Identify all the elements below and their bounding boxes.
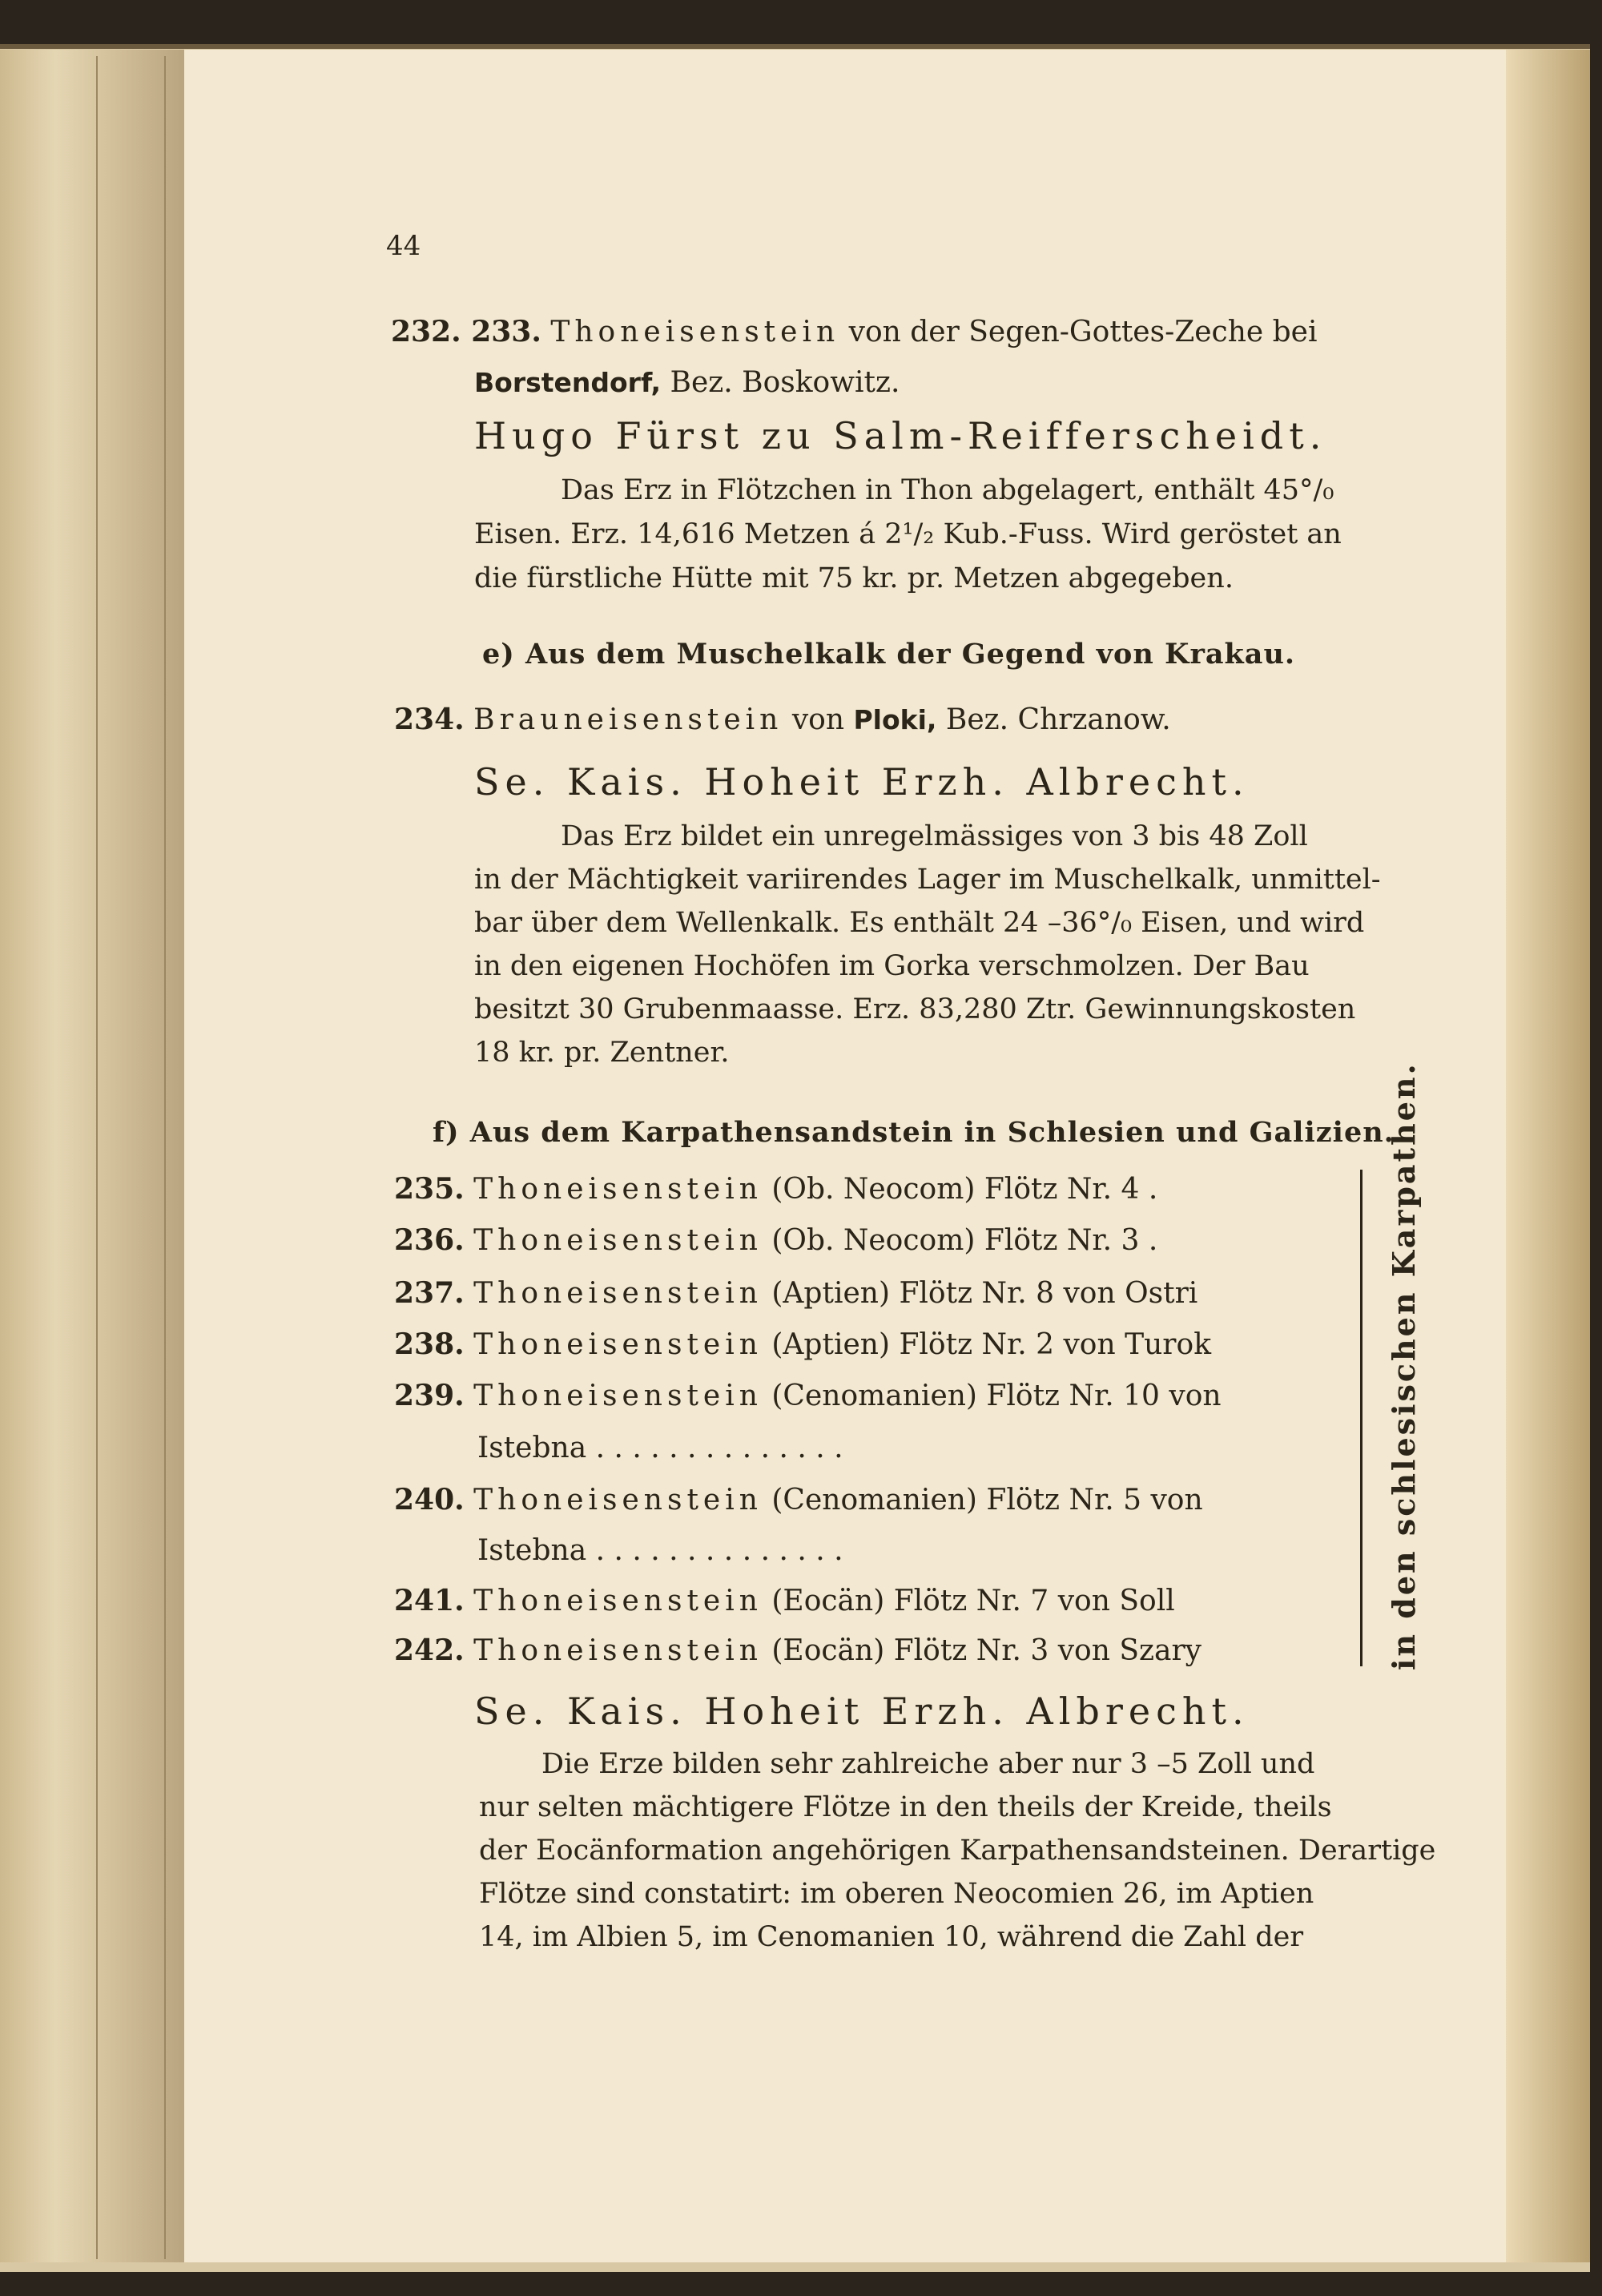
page-edge-line (164, 56, 166, 2259)
entry-text: von der Segen-Gottes-Zeche bei (848, 316, 1318, 348)
entry-text: (Eocän) Flötz Nr. 3 von Szary (771, 1634, 1202, 1667)
entry-number: 232. 233. (391, 315, 541, 348)
entry-232-233 (391, 314, 1318, 350)
desc-line: Das Erz in Flötzchen in Thon abgelagert, enthält 45°/₀ (561, 474, 1334, 506)
entry-text: (Ob. Neocom) Flötz Nr. 3 . (771, 1224, 1158, 1257)
exhibitor-name: Se. Kais. Hoheit Erzh. Albrecht. (474, 760, 1250, 804)
entry-number: 238. (394, 1327, 465, 1361)
section-heading-e: e) Aus dem Muschelkalk der Gegend von Krakau. (482, 638, 1296, 671)
page-number: 44 (386, 230, 421, 262)
entry-number: 239. (394, 1379, 465, 1412)
entry-text: Bez. Chrzanow. (945, 703, 1171, 736)
entry-place: Ploki, (853, 704, 937, 735)
entry-text: (Aptien) Flötz Nr. 2 von Turok (771, 1328, 1212, 1361)
entry-number: 236. (394, 1223, 465, 1257)
desc-line: die fürstliche Hütte mit 75 kr. pr. Metzen abgegeben. (474, 562, 1234, 594)
entry-title: Thoneisenstein (473, 1224, 763, 1257)
list-item (394, 1583, 1175, 1619)
entry-number: 240. (394, 1483, 465, 1517)
entry-number: 241. (394, 1584, 465, 1617)
entry-text: (Cenomanien) Flötz Nr. 5 von (771, 1484, 1203, 1517)
page-gutter (1506, 50, 1590, 2262)
brace-label: in den schlesischen Karpathen. (1386, 1061, 1422, 1670)
entry-title: Thoneisenstein (473, 1585, 763, 1617)
entry-title: Brauneisenstein (473, 703, 783, 736)
list-item-continuation: Istebna . . . . . . . . . . . . . . (477, 1432, 843, 1464)
desc-line: Eisen. Erz. 14,616 Metzen á 2¹/₂ Kub.-Fuss. Wird geröstet an (474, 518, 1342, 550)
entry-text: Bez. Boskowitz. (670, 366, 900, 399)
exhibitor-name: Se. Kais. Hoheit Erzh. Albrecht. (474, 1690, 1250, 1733)
entry-text: (Eocän) Flötz Nr. 7 von Soll (771, 1585, 1175, 1617)
page-edge-line (96, 56, 98, 2259)
list-item (394, 1482, 1203, 1518)
entry-text: (Aptien) Flötz Nr. 8 von Ostri (771, 1277, 1198, 1310)
list-item-continuation: Istebna . . . . . . . . . . . . . . (477, 1534, 843, 1567)
desc-line: in der Mächtigkeit variirendes Lager im Muschelkalk, unmittel- (474, 864, 1381, 896)
desc-line: bar über dem Wellenkalk. Es enthält 24 –36°/₀ Eisen, und wird (474, 907, 1365, 939)
entry-title: Thoneisenstein (473, 1328, 763, 1361)
entry-232-233-line2 (474, 365, 900, 401)
list-item (394, 1633, 1202, 1669)
list-item (394, 1378, 1222, 1414)
entry-place: Borstendorf, (474, 367, 662, 398)
list-item (394, 1327, 1211, 1363)
entry-title: Thoneisenstein (473, 1634, 763, 1667)
section-heading-f: f) Aus dem Karpathensandstein in Schlesien und Galizien. (433, 1116, 1395, 1149)
desc-line: Flötze sind constatirt: im oberen Neocomien 26, im Aptien (479, 1878, 1314, 1910)
desc-line: 14, im Albien 5, im Cenomanien 10, während die Zahl der (479, 1921, 1304, 1953)
entry-number: 235. (394, 1172, 465, 1206)
desc-line: in den eigenen Hochöfen im Gorka verschmolzen. Der Bau (474, 950, 1310, 982)
grouping-brace (1360, 1170, 1374, 1666)
entry-title: Thoneisenstein (473, 1277, 763, 1310)
entry-text: (Cenomanien) Flötz Nr. 10 von (771, 1380, 1222, 1412)
entry-234 (394, 702, 1171, 738)
desc-line: der Eocänformation angehörigen Karpathensandsteinen. Derartige (479, 1835, 1436, 1867)
entry-number: 237. (394, 1276, 465, 1310)
entry-title: Thoneisenstein (473, 1484, 763, 1517)
entry-number: 242. (394, 1633, 465, 1667)
desc-line: 18 kr. pr. Zentner. (474, 1037, 730, 1069)
entry-text: von (791, 703, 845, 736)
entry-title: Thoneisenstein (550, 316, 840, 348)
desc-line: Das Erz bildet ein unregelmässiges von 3 bis 48 Zoll (561, 820, 1308, 852)
entry-title: Thoneisenstein (473, 1380, 763, 1412)
entry-number: 234. (394, 703, 465, 736)
desc-line: Die Erze bilden sehr zahlreiche aber nur 3 –5 Zoll und (541, 1748, 1315, 1780)
desc-line: besitzt 30 Grubenmaasse. Erz. 83,280 Ztr. Gewinnungskosten (474, 993, 1356, 1025)
exhibitor-name: Hugo Fürst zu Salm-Reifferscheidt. (474, 414, 1327, 457)
desc-line: nur selten mächtigere Flötze in den theils der Kreide, theils (479, 1791, 1332, 1823)
entry-title: Thoneisenstein (473, 1173, 763, 1206)
page-stack-edge (0, 50, 184, 2262)
list-item (394, 1171, 1157, 1207)
list-item (394, 1223, 1157, 1259)
entry-text: (Ob. Neocom) Flötz Nr. 4 . (771, 1173, 1158, 1206)
list-item (394, 1275, 1197, 1311)
